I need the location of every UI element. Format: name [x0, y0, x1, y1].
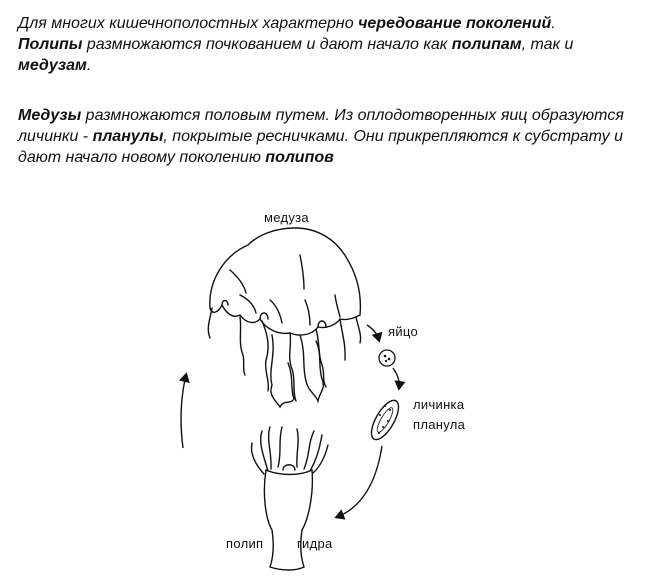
intro-text-2: .: [551, 15, 556, 32]
intro-paragraph: [18, 13, 663, 76]
planula-illustration: [366, 396, 404, 443]
medusa-label: медуза: [264, 210, 309, 225]
medusa-bold-medusae: Медузы: [18, 107, 82, 124]
polyp-label: полип: [226, 536, 264, 551]
medusa-text-2: , покрытые ресничками. Они прикрепляются к субстрату и дают начало новому поколению: [18, 128, 623, 166]
intro-bold-alternation: чередование поколений: [358, 15, 552, 32]
medusa-bold-polyps: полипов: [265, 149, 334, 166]
medusa-paragraph: [18, 105, 663, 168]
intro-text-3: размножаются почкованием и дают начало как: [82, 36, 452, 53]
larva-label: личинка: [413, 397, 465, 412]
egg-label: яйцо: [388, 324, 419, 339]
intro-text-1: Для многих кишечнополостных характерно: [18, 15, 359, 32]
intro-bold-medusae: медузам: [18, 57, 87, 74]
arrow-larva-to-polyp: [337, 446, 382, 517]
intro-bold-polyps-2: полипам: [451, 36, 522, 53]
medusa-text-1: размножаются половым путем. Из оплодотворенных яиц образуются личинки -: [18, 107, 624, 145]
hydra-label: гидра: [297, 536, 333, 551]
medusa-illustration: [208, 228, 360, 407]
arrow-medusa-to-egg: [367, 325, 379, 340]
lifecycle-diagram: [0, 195, 670, 586]
intro-text-5: .: [86, 57, 92, 74]
intro-text-4: , так и: [521, 36, 574, 53]
arrow-egg-to-larva: [393, 368, 399, 388]
arrow-polyp-to-medusa: [181, 375, 186, 448]
planula-label: планула: [413, 417, 466, 432]
medusa-bold-planulae: планулы: [92, 128, 164, 145]
intro-bold-polyps: Полипы: [18, 36, 83, 53]
egg-illustration: [379, 350, 395, 366]
